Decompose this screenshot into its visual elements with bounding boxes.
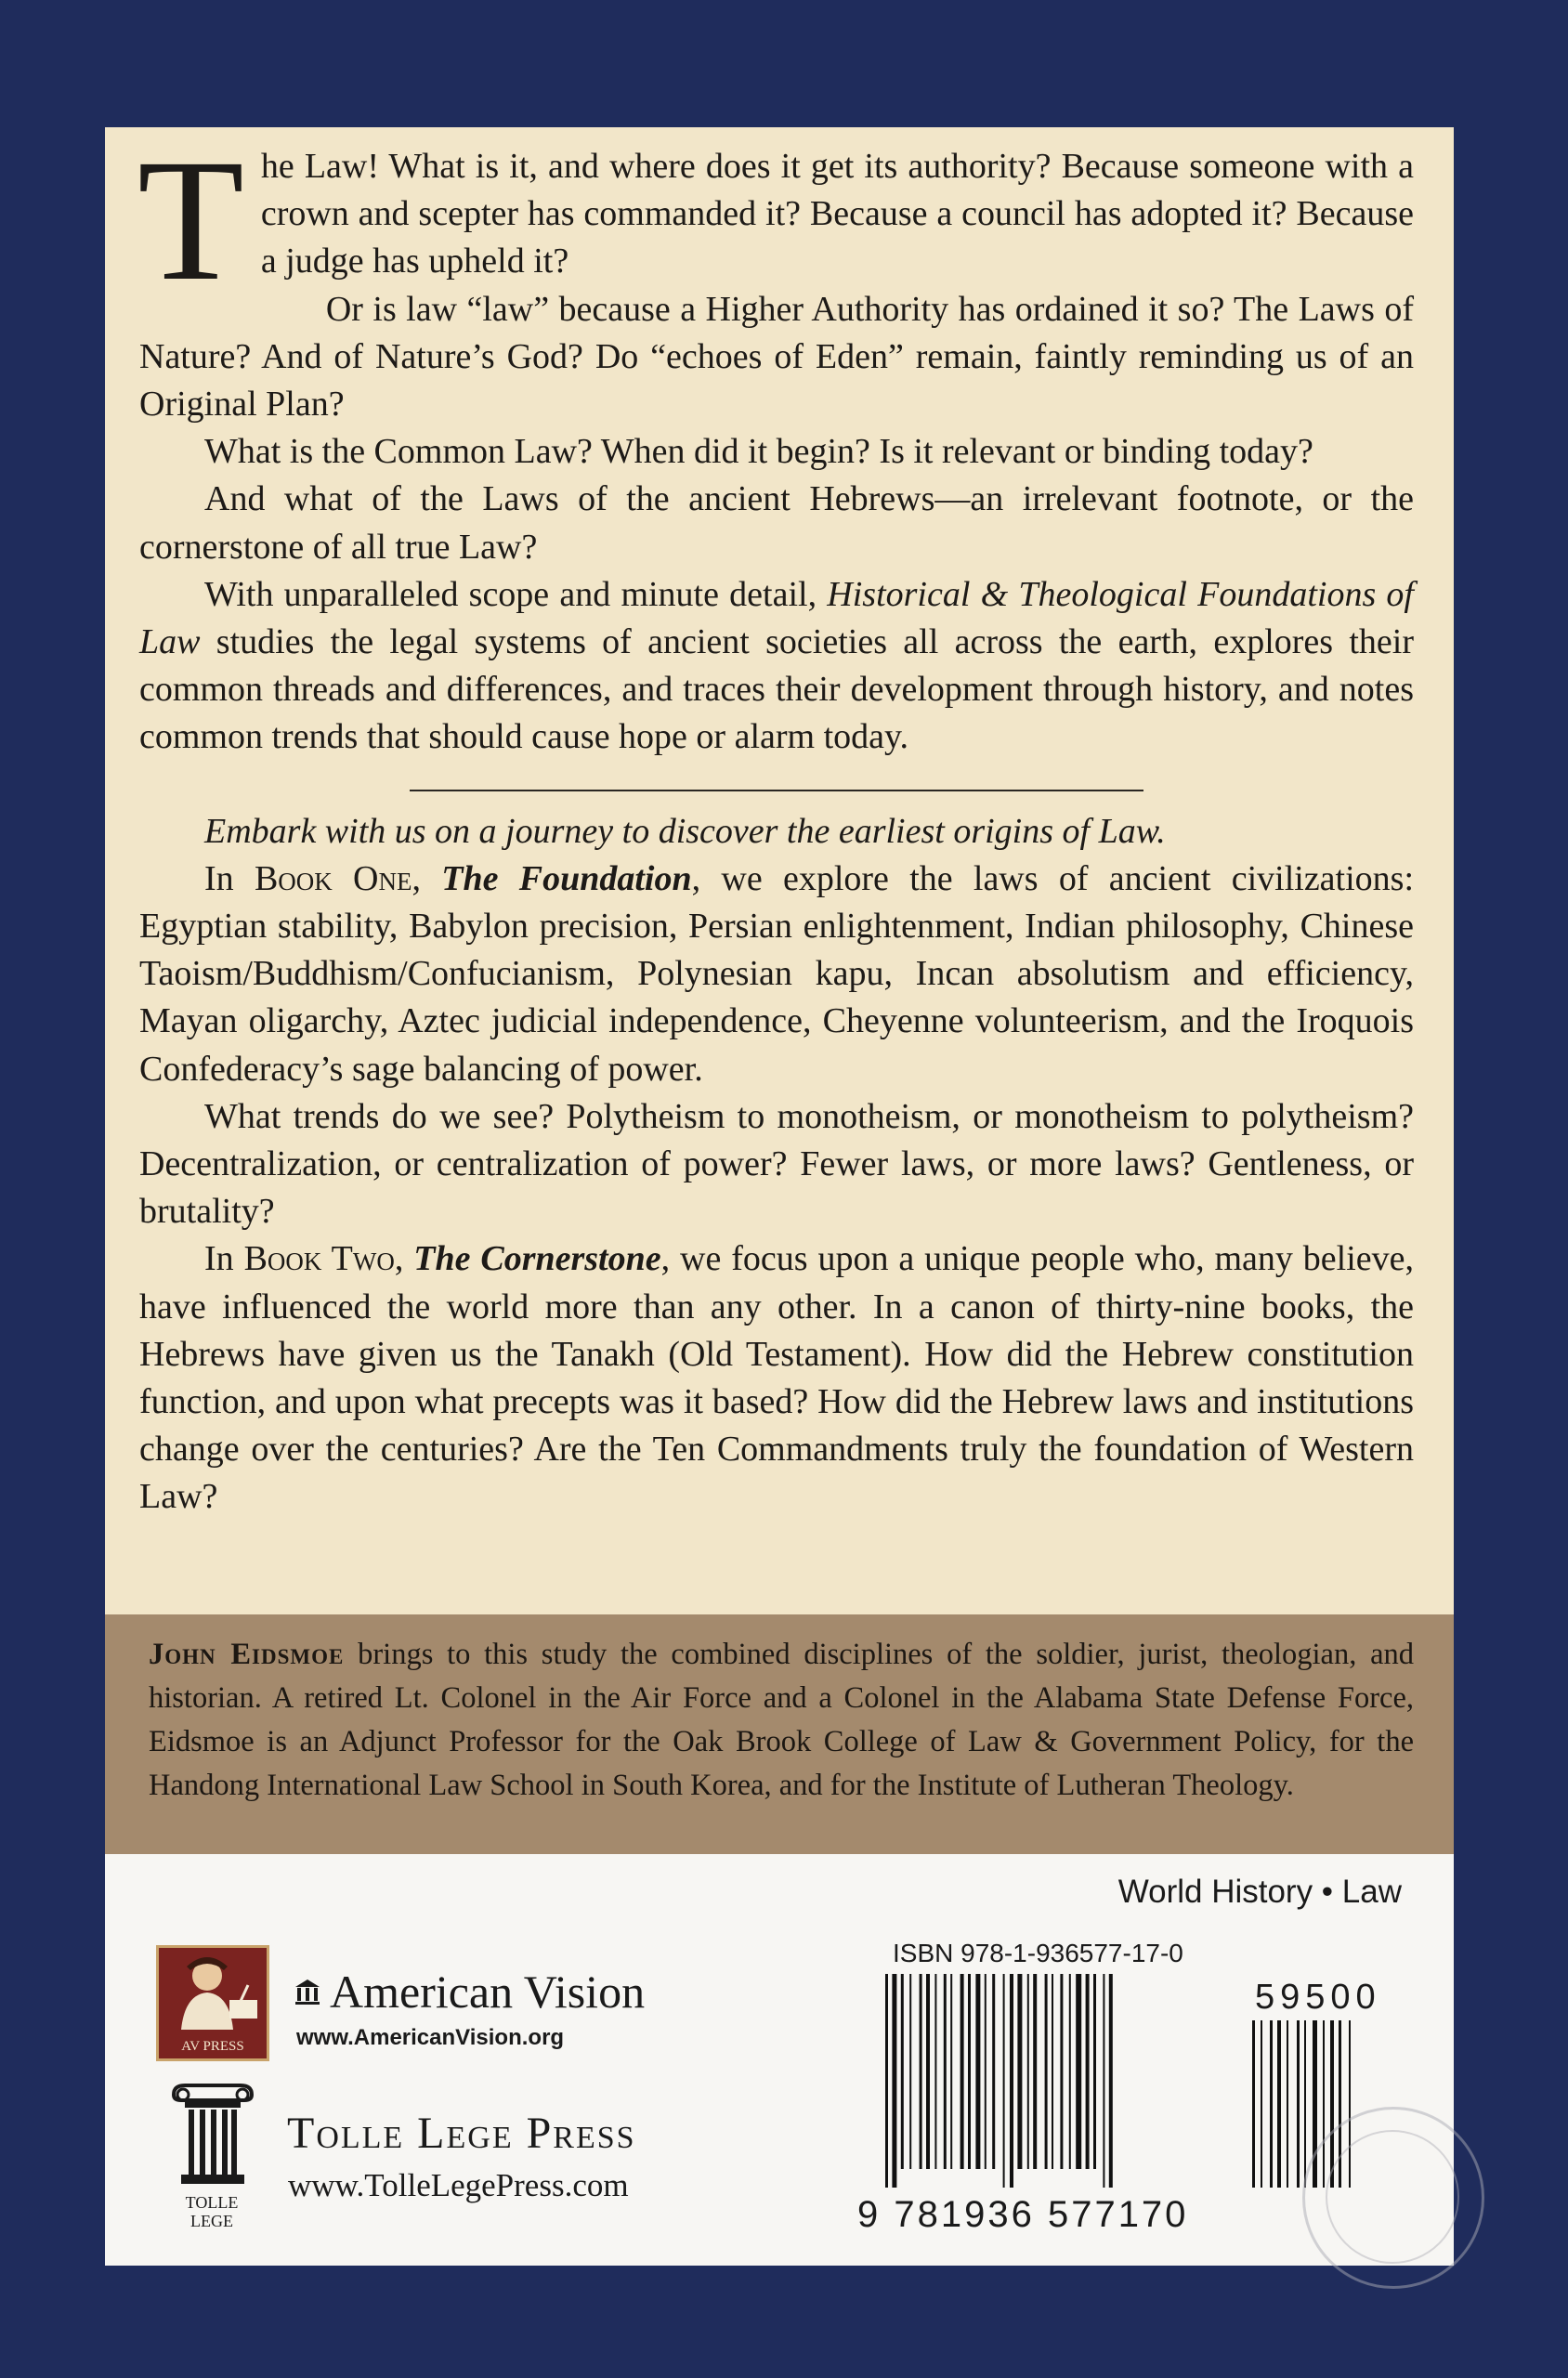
- barcode-bar: [901, 1974, 904, 2169]
- scope-text-start: With unparalleled scope and minute detail,: [204, 574, 828, 614]
- book-one-prefix: In: [204, 858, 255, 898]
- higher-authority-paragraph: Or is law “law” because a Higher Authority has ordained it so? The Laws of Nature? And of Nature’s God? Do “echoes of Eden” remain, faintly reminding us of an Original Plan?: [139, 289, 1414, 425]
- barcode-bar: [885, 1974, 888, 2188]
- barcode-bar: [992, 1974, 995, 2169]
- barcode-bar: [1052, 1974, 1053, 2169]
- intro-paragraph: [137, 123, 1414, 317]
- barcode-bar: [1003, 1974, 1005, 2188]
- book-two-prefix: In: [204, 1239, 244, 1279]
- author-bio: [149, 1633, 1414, 1808]
- barcode-bar: [1017, 1974, 1022, 2169]
- price-barcode-bar: [1304, 2020, 1306, 2188]
- book-title: Historical & Theological Foundations of Law: [139, 574, 1414, 662]
- american-vision-url[interactable]: www.AmericanVision.org: [296, 2025, 565, 2050]
- drop-cap: T: [137, 123, 244, 317]
- barcode-bar: [968, 1974, 971, 2169]
- price-barcode-bar: [1297, 2020, 1300, 2188]
- barcode-bar: [1109, 1974, 1113, 2188]
- barcode-bar: [1033, 1974, 1037, 2169]
- embark-tagline: Embark with us on a journey to discover the earliest origins of Law.: [204, 811, 1166, 851]
- trends-paragraph: What trends do we see? Polytheism to monotheism, or monotheism to polytheism? Decentralization, or centralization of power? Fewer laws, or more laws? Gentleness, or brutality?: [139, 1096, 1414, 1232]
- barcode-bar: [1010, 1974, 1013, 2188]
- av-press-label: AV PRESS: [181, 2039, 244, 2054]
- book-two-title: The Cornerstone: [413, 1239, 661, 1279]
- barcode-bar: [926, 1974, 930, 2169]
- price-barcode-bar: [1270, 2020, 1273, 2188]
- barcode-bar: [892, 1974, 896, 2188]
- barcode-bar: [960, 1974, 964, 2169]
- barcode-bar: [1045, 1974, 1048, 2169]
- bookstore-stamp-icon: [1302, 2107, 1484, 2289]
- book-one-title: The Foundation: [441, 858, 692, 898]
- barcode-bar: [1076, 1974, 1081, 2169]
- american-vision-building-icon: [294, 1978, 321, 2006]
- stamp-inner-ring: [1326, 2130, 1459, 2264]
- book-one-sep: ,: [412, 858, 442, 898]
- tolle-lege-url[interactable]: www.TolleLegePress.com: [288, 2167, 629, 2203]
- author-bio-text: brings to this study the combined disciplines of the soldier, jurist, theologian, and historian. A retired Lt. Colonel in the Air Force and a Colonel in the Alabama State Defense Force, Eidsmoe is an Adjunct Professor for the Oak Brook College of Law & Government Policy, for the Handong International Law School in South Korea, and for the Institute of Lutheran Theology.: [149, 1638, 1414, 1802]
- barcode-bar: [1069, 1974, 1071, 2169]
- barcode-bar: [1103, 1974, 1104, 2188]
- barcode-bar: [1060, 1974, 1063, 2169]
- book-two-label: Book Two: [243, 1239, 395, 1279]
- author-name: John Eidsmoe: [149, 1638, 345, 1671]
- barcode-digits: 9 781936 577170: [857, 2194, 1189, 2235]
- hebrews-paragraph: And what of the Laws of the ancient Hebrews—an irrelevant footnote, or the cornerstone of all true Law?: [139, 479, 1414, 567]
- price-barcode-bar: [1277, 2020, 1281, 2188]
- common-law-paragraph: What is the Common Law? When did it begin? Is it relevant or binding today?: [204, 432, 1313, 472]
- price-barcode-bar: [1287, 2020, 1288, 2188]
- barcode-bar: [944, 1974, 947, 2169]
- barcode-bar: [950, 1974, 952, 2169]
- isbn-label: ISBN 978-1-936577-17-0: [893, 1939, 1183, 1967]
- tolle-lege-column-icon: [168, 2082, 257, 2238]
- scope-paragraph: [139, 571, 1414, 762]
- av-press-scribe-icon: [156, 1945, 269, 2061]
- barcode-bar: [909, 1974, 911, 2169]
- barcode-bar: [934, 1974, 936, 2169]
- barcode-bar: [1086, 1974, 1090, 2169]
- price-code: 59500: [1255, 1978, 1381, 2017]
- barcode-bar: [1093, 1974, 1096, 2169]
- barcode-bar: [985, 1974, 987, 2169]
- price-barcode-bar: [1252, 2020, 1255, 2188]
- american-vision-name: American Vision: [330, 1966, 646, 2018]
- book-two-sep: ,: [394, 1239, 414, 1279]
- section-divider: [410, 790, 1143, 791]
- book-one-text: , we explore the laws of ancient civilizations: Egyptian stability, Babylon precision, Persian enlightenment, Indian philosophy, Chinese Taoism/Buddhism/Confucianism, Polynesian kapu, Incan absolutism and efficiency, Mayan oligarchy, Aztec judicial independence, Cheyenne volunteerism, and the Iroquois Confederacy’s sage balancing of power.: [139, 858, 1415, 1089]
- book-two-text: , we focus upon a unique people who, many believe, have influenced the world more than any other. In a canon of thirty-nine books, the Hebrews have given us the Tanakh (Old Testament). How did the Hebrew constitution function, and upon what precepts was it based? How did the Hebrew laws and institutions change over the centuries? Are the Ten Commandments truly the foundation of Western Law?: [139, 1239, 1415, 1517]
- tolle-lege-name: Tolle Lege Press: [287, 2109, 636, 2158]
- description-text: [137, 123, 1415, 1522]
- barcode-bar: [975, 1974, 980, 2169]
- cover-panel: [105, 123, 1454, 2266]
- book-one-paragraph: [139, 856, 1414, 1093]
- book-two-paragraph: [139, 1235, 1414, 1521]
- barcode-bar: [1027, 1974, 1029, 2169]
- barcode-bar: [920, 1974, 922, 2169]
- category-label: World History • Law: [1117, 1874, 1402, 1910]
- tolle-lege-logo-label: TOLLE LEGE: [185, 2193, 239, 2230]
- intro-text: he Law! What is it, and where does it get its authority? Because someone with a crown and scepter has commanded it? Because a council has adopted it? Because a judge has upheld it?: [260, 147, 1414, 281]
- scope-text-end: studies the legal systems of ancient societies all across the earth, explores their common threads and differences, and traces their development through history, and notes common trends that should cause hope or alarm today.: [139, 622, 1414, 757]
- price-barcode-bar: [1261, 2020, 1262, 2188]
- book-one-label: Book One: [254, 858, 412, 898]
